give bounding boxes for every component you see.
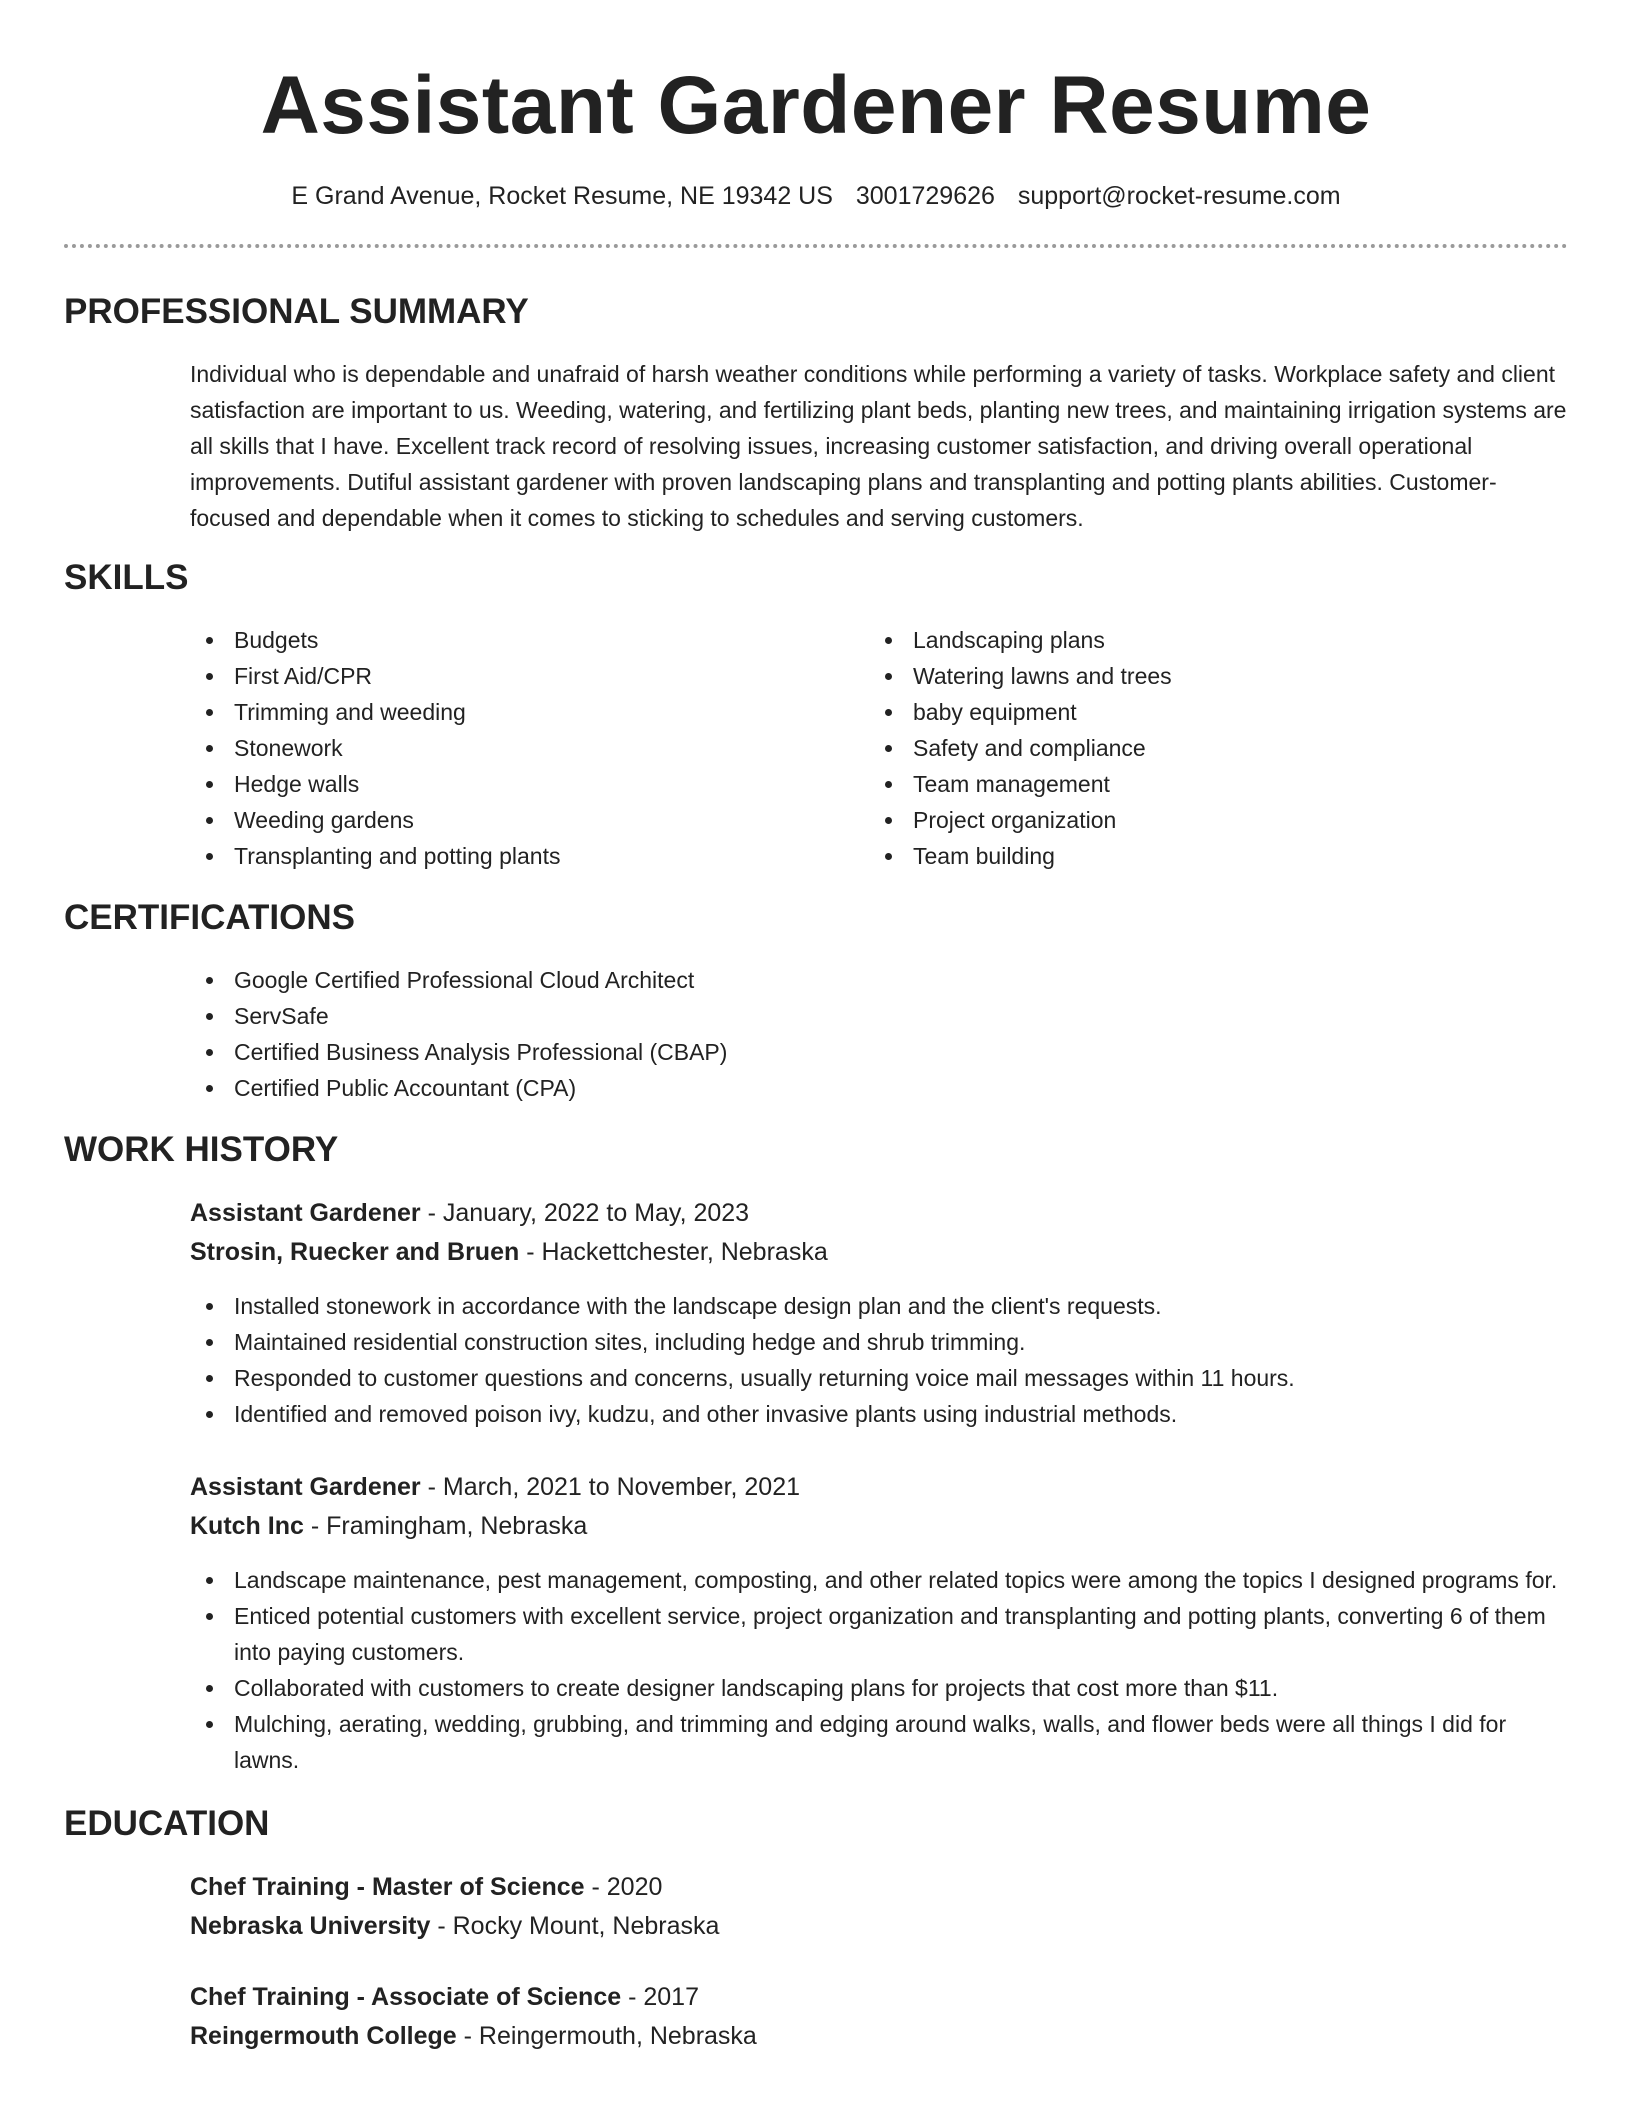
certification-item: ServSafe bbox=[190, 998, 1568, 1034]
education-degree: Chef Training - Associate of Science bbox=[190, 1983, 622, 2011]
job-dates: - March, 2021 to November, 2021 bbox=[427, 1473, 801, 1501]
skill-item: Budgets bbox=[190, 622, 869, 658]
contact-phone: 3001729626 bbox=[855, 182, 995, 210]
certification-item: Certified Public Accountant (CPA) bbox=[190, 1070, 1568, 1106]
education-heading: EDUCATION bbox=[64, 1804, 270, 1843]
education-degree: Chef Training - Master of Science bbox=[190, 1873, 585, 1901]
work-history-heading: WORK HISTORY bbox=[64, 1130, 339, 1169]
education-school-line bbox=[190, 2017, 1568, 2056]
skill-item: Transplanting and potting plants bbox=[190, 838, 869, 874]
skill-item: Team building bbox=[869, 838, 1548, 874]
job-bullet: Maintained residential construction sites, including hedge and shrub trimming. bbox=[190, 1324, 1568, 1360]
job-company: Kutch Inc bbox=[190, 1512, 304, 1540]
education-school-line bbox=[190, 1907, 1568, 1946]
education-year: - 2020 bbox=[591, 1873, 663, 1901]
job-dates: - January, 2022 to May, 2023 bbox=[427, 1199, 750, 1227]
job-location: - Framingham, Nebraska bbox=[310, 1512, 588, 1540]
job-company-line bbox=[190, 1507, 1568, 1546]
education-school: Reingermouth College bbox=[190, 2022, 457, 2050]
skill-item: Hedge walls bbox=[190, 766, 869, 802]
job-bullets bbox=[190, 1562, 1568, 1778]
job-role: Assistant Gardener bbox=[190, 1199, 421, 1227]
education-location: - Reingermouth, Nebraska bbox=[463, 2022, 757, 2050]
skills-list-left bbox=[190, 622, 869, 874]
certifications-list bbox=[64, 962, 1568, 1106]
contact-line bbox=[64, 180, 1568, 212]
education-school: Nebraska University bbox=[190, 1912, 431, 1940]
skill-item: Stonework bbox=[190, 730, 869, 766]
skill-item: Project organization bbox=[869, 802, 1548, 838]
job-bullet: Identified and removed poison ivy, kudzu, and other invasive plants using industrial methods. bbox=[190, 1396, 1568, 1432]
job-location: - Hackettchester, Nebraska bbox=[526, 1238, 828, 1266]
skill-item: Landscaping plans bbox=[869, 622, 1548, 658]
skill-item: Watering lawns and trees bbox=[869, 658, 1548, 694]
education-degree-line bbox=[190, 1868, 1568, 1907]
job-bullet: Responded to customer questions and concerns, usually returning voice mail messages within 11 hours. bbox=[190, 1360, 1568, 1396]
education-section bbox=[64, 1802, 1568, 2056]
skill-item: First Aid/CPR bbox=[190, 658, 869, 694]
resume-page bbox=[64, 0, 1568, 2056]
job-entry bbox=[64, 1468, 1568, 1778]
certifications-heading: CERTIFICATIONS bbox=[64, 898, 356, 937]
job-title-line bbox=[190, 1194, 1568, 1233]
skill-item: baby equipment bbox=[869, 694, 1548, 730]
certification-item: Google Certified Professional Cloud Architect bbox=[190, 962, 1568, 998]
job-bullet: Enticed potential customers with excellent service, project organization and transplanting and potting plants, converting 6 of them into paying customers. bbox=[190, 1598, 1568, 1670]
education-year: - 2017 bbox=[628, 1983, 699, 2011]
education-entry bbox=[64, 1978, 1568, 2056]
header-divider bbox=[64, 244, 1568, 248]
job-role: Assistant Gardener bbox=[190, 1473, 421, 1501]
job-company: Strosin, Ruecker and Bruen bbox=[190, 1238, 520, 1266]
skills-list-right bbox=[869, 622, 1548, 874]
certifications-section bbox=[64, 896, 1568, 1106]
summary-section bbox=[64, 290, 1568, 536]
skill-item: Team management bbox=[869, 766, 1548, 802]
summary-heading: PROFESSIONAL SUMMARY bbox=[64, 292, 529, 331]
job-title-line bbox=[190, 1468, 1568, 1507]
skill-item: Safety and compliance bbox=[869, 730, 1548, 766]
job-bullet: Installed stonework in accordance with the landscape design plan and the client's requests. bbox=[190, 1288, 1568, 1324]
skill-item: Weeding gardens bbox=[190, 802, 869, 838]
contact-address: E Grand Avenue, Rocket Resume, NE 19342 US bbox=[291, 182, 833, 210]
job-entry bbox=[64, 1194, 1568, 1432]
skills-grid bbox=[64, 622, 1568, 874]
job-bullet: Mulching, aerating, wedding, grubbing, and trimming and edging around walks, walls, and flower beds were all things I did for lawns. bbox=[190, 1706, 1568, 1778]
education-degree-line bbox=[190, 1978, 1568, 2017]
education-location: - Rocky Mount, Nebraska bbox=[437, 1912, 720, 1940]
resume-title: Assistant Gardener Resume bbox=[260, 60, 1372, 151]
summary-text: Individual who is dependable and unafraid of harsh weather conditions while performing a variety of tasks. Workplace safety and client satisfaction are important to us. Weeding, watering, and fertilizing plant beds, planting new trees, and maintaining irrigation systems are all skills that I have. Excellent track record of resolving issues, increasing customer satisfaction, and driving overall operational improvements. Dutiful assistant gardener with proven landscaping plans and transplanting and potting plants abilities. Customer-focused and dependable when it comes to sticking to schedules and serving customers. bbox=[190, 361, 1567, 531]
education-entry bbox=[64, 1868, 1568, 1946]
contact-email: support@rocket-resume.com bbox=[1017, 182, 1341, 210]
work-history-section bbox=[64, 1128, 1568, 1778]
skills-section bbox=[64, 556, 1568, 874]
certification-item: Certified Business Analysis Professional (CBAP) bbox=[190, 1034, 1568, 1070]
skill-item: Trimming and weeding bbox=[190, 694, 869, 730]
job-bullet: Collaborated with customers to create designer landscaping plans for projects that cost more than $11. bbox=[190, 1670, 1568, 1706]
job-bullet: Landscape maintenance, pest management, composting, and other related topics were among the topics I designed programs for. bbox=[190, 1562, 1568, 1598]
job-company-line bbox=[190, 1233, 1568, 1272]
job-bullets bbox=[190, 1288, 1568, 1432]
skills-heading: SKILLS bbox=[64, 558, 189, 597]
